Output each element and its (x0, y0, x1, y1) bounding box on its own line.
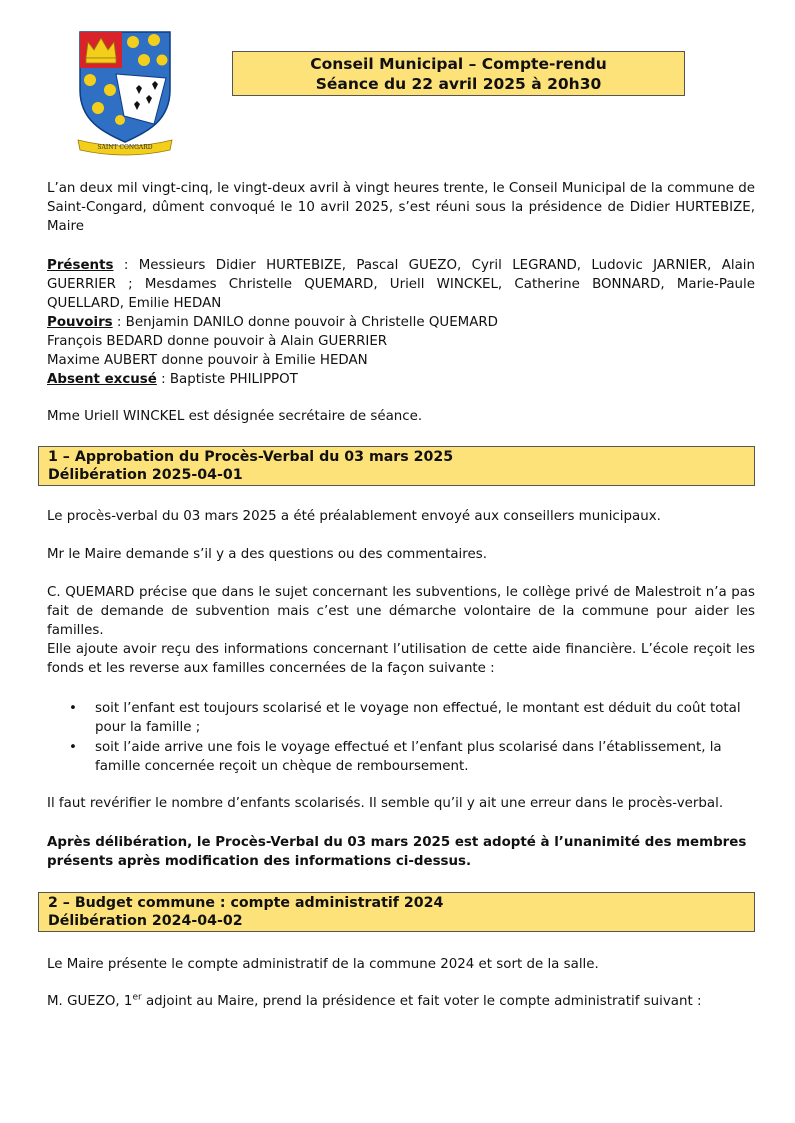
proxy-line-3: Maxime AUBERT donne pouvoir à Emilie HEDAN (47, 353, 368, 368)
crest-caption: SAINT CONGARD (97, 144, 153, 151)
section-2-title: 2 – Budget commune : compte administratif 2024 (48, 895, 444, 911)
section-1-paragraph-5: Il faut revérifier le nombre d’enfants scolarisés. Il semble qu’il y ait une erreur dans le procès-verbal. (47, 796, 724, 811)
absent-label: Absent excusé (47, 372, 157, 387)
bullet-icon: • (69, 701, 77, 716)
section-1-header (38, 446, 755, 486)
saint-congard-coat-of-arms (76, 28, 174, 156)
section-2-deliberation: Délibération 2024-04-02 (48, 913, 243, 929)
section-1-decision: Après délibération, le Procès-Verbal du 03 mars 2025 est adopté à l’unanimité des membres présents après modification des informations ci-dessus. (47, 835, 747, 869)
bullet-1-text: soit l’enfant est toujours scolarisé et le voyage non effectué, le montant est déduit du coût total pour la famille ; (95, 701, 741, 735)
bullet-icon: • (69, 740, 77, 755)
section-2-p2-end: adjoint au Maire, prend la présidence et fait voter le compte administratif suivant : (141, 994, 702, 1009)
document-title: Conseil Municipal – Compte-rendu (310, 55, 607, 73)
proxy-line-1 (47, 313, 755, 332)
document-title-box (232, 51, 685, 96)
ordinal-suffix: er (132, 992, 142, 1003)
section-2-header (38, 892, 755, 932)
absent-text: : Baptiste PHILIPPOT (156, 372, 298, 387)
section-2-paragraph-2 (47, 992, 755, 1011)
payment-options-list (47, 699, 755, 777)
section-1-paragraph-3: C. QUEMARD précise que dans le sujet concernant les subventions, le collège privé de Malestroit n’a pas fait de demande de subvention mais c’est une démarche volontaire de la commune pour aider les familles. (47, 585, 755, 638)
bullet-2-text: soit l’aide arrive une fois le voyage effectué et l’enfant plus scolarisé dans l’établissement, la famille concernée reçoit un chèque de remboursement. (95, 740, 722, 774)
absent-line (47, 370, 755, 389)
section-2-p2-start: M. GUEZO, 1 (47, 994, 133, 1009)
present-members (47, 256, 755, 313)
secretary-line: Mme Uriell WINCKEL est désignée secrétaire de séance. (47, 409, 423, 424)
proxy-line-2: François BEDARD donne pouvoir à Alain GUERRIER (47, 334, 388, 349)
list-item (47, 738, 755, 776)
intro-paragraph: L’an deux mil vingt-cinq, le vingt-deux avril à vingt heures trente, le Conseil Municipal de la commune de Saint-Congard, dûment convoqué le 10 avril 2025, s’est réuni sous la présidence de Didier HURTEBIZE, Maire (47, 181, 755, 234)
list-item (47, 699, 755, 737)
section-1-paragraph-2: Mr le Maire demande s’il y a des questions ou des commentaires. (47, 547, 487, 562)
section-1-title: 1 – Approbation du Procès-Verbal du 03 mars 2025 (48, 449, 454, 465)
proxy-label: Pouvoirs (47, 315, 113, 330)
proxy-text-1: : Benjamin DANILO donne pouvoir à Christelle QUEMARD (112, 315, 498, 330)
section-1-paragraph-1: Le procès-verbal du 03 mars 2025 a été préalablement envoyé aux conseillers municipaux. (47, 509, 661, 524)
section-1-paragraph-4: Elle ajoute avoir reçu des informations concernant l’utilisation de cette aide financière. L’école reçoit les fonds et les reverse aux familles concernées de la façon suivante : (47, 642, 755, 676)
present-text: : Messieurs Didier HURTEBIZE, Pascal GUEZO, Cyril LEGRAND, Ludovic JARNIER, Alain GUERRIER ; Mesdames Christelle QUEMARD, Uriell WINCKEL, Catherine BONNARD, Marie-Paule QUELLARD, Emilie HEDAN (47, 258, 755, 311)
present-label: Présents (47, 258, 114, 273)
session-date: Séance du 22 avril 2025 à 20h30 (315, 75, 602, 93)
section-1-deliberation: Délibération 2025-04-01 (48, 467, 243, 483)
section-2-paragraph-1: Le Maire présente le compte administratif de la commune 2024 et sort de la salle. (47, 957, 599, 972)
